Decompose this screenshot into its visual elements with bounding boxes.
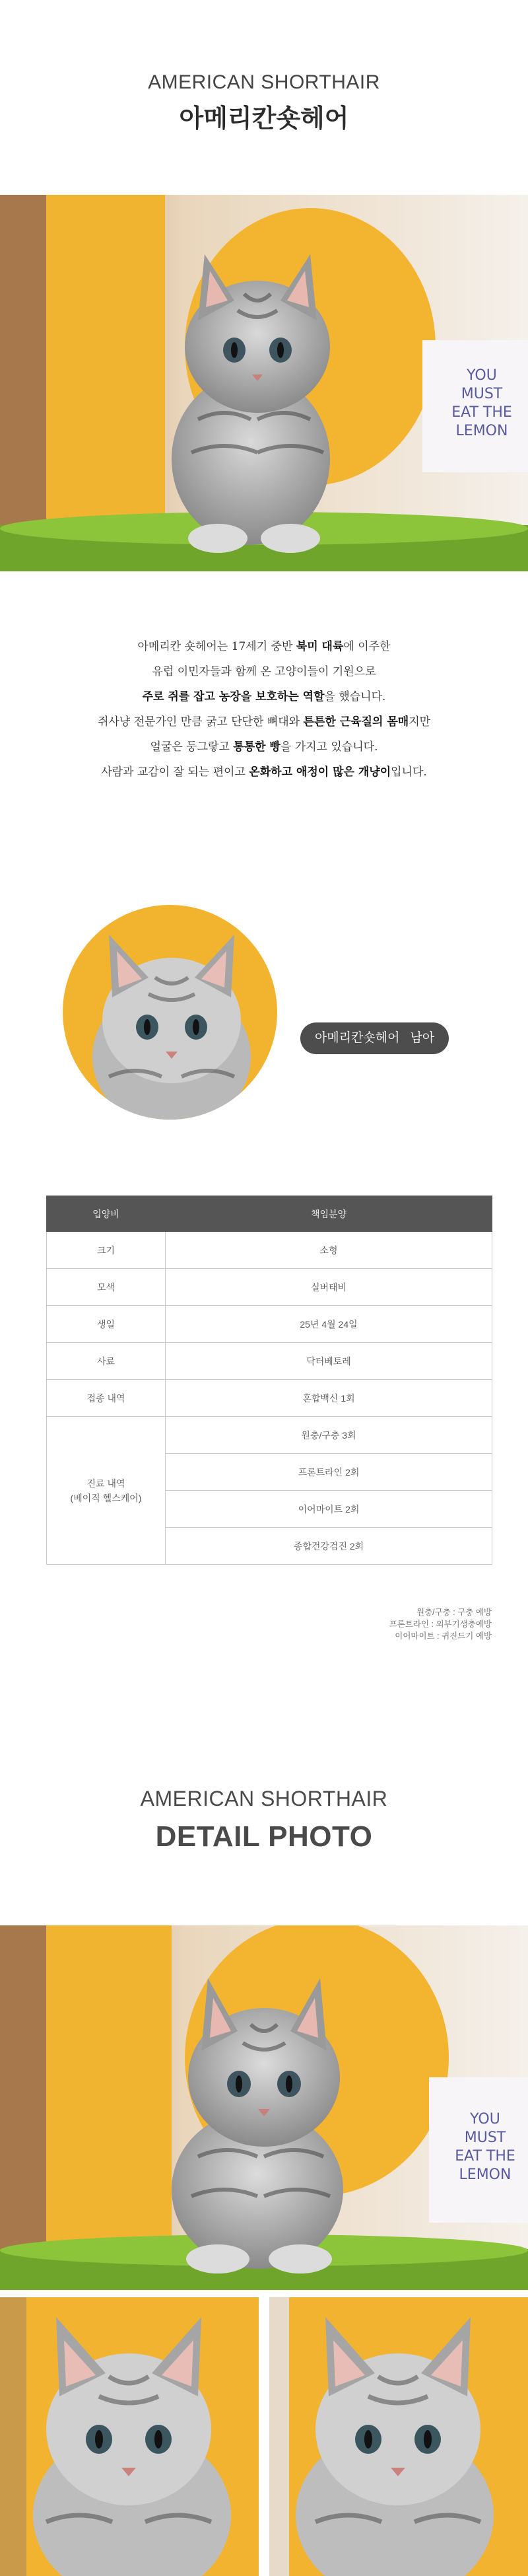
svg-text:YOU: YOU <box>470 2111 500 2128</box>
kitten-profile-photo <box>63 905 277 1120</box>
desc-line-4: 쥐사냥 전문가인 만큼 굵고 단단한 뼈대와 튼튼한 근육질의 몸매지만 <box>97 715 431 729</box>
hero-kitten-photo <box>0 195 528 571</box>
table-row <box>47 1306 492 1343</box>
row-value: 혼합백신 1회 <box>166 1380 492 1417</box>
detail-title-en: AMERICAN SHORTHAIR <box>140 1787 388 1810</box>
desc-line-2: 유럽 이민자들과 함께 온 고양이들이 기원으로 <box>152 665 376 678</box>
row-key: 사료 <box>47 1343 166 1380</box>
note-line: 원충/구충 : 구충 예방 <box>416 1608 492 1617</box>
kitten-name-badge <box>300 1022 449 1054</box>
detail-photo-header <box>0 1787 528 1853</box>
svg-text:LEMON: LEMON <box>459 2166 512 2183</box>
breed-header <box>0 71 528 134</box>
row-key: 생일 <box>47 1306 166 1343</box>
svg-text:EAT THE: EAT THE <box>455 2148 515 2165</box>
svg-text:EAT THE: EAT THE <box>451 404 512 421</box>
adoption-info-table <box>46 1196 492 1565</box>
breed-title-ko: 아메리칸숏헤어 <box>179 105 349 133</box>
row-key: 크기 <box>47 1232 166 1269</box>
svg-text:MUST: MUST <box>464 2129 506 2146</box>
care-history-key: 진료 내역 (베이직 헬스케어) <box>47 1417 166 1565</box>
table-header-responsible: 책임분양 <box>166 1196 492 1232</box>
row-value: 25년 4월 24일 <box>166 1306 492 1343</box>
breed-title-en: AMERICAN SHORTHAIR <box>148 71 380 93</box>
table-row <box>47 1269 492 1306</box>
table-row <box>47 1232 492 1269</box>
note-line: 이어마이트 : 귀진드기 예방 <box>395 1631 492 1641</box>
table-row <box>47 1417 492 1454</box>
note-line: 프론트라인 : 외부기생충예방 <box>389 1620 492 1629</box>
care-value: 종합건강검진 2회 <box>166 1528 492 1565</box>
desc-line-1: 아메리칸 숏헤어는 17세기 중반 북미 대륙에 이주한 <box>137 640 391 653</box>
table-header-fee: 입양비 <box>47 1196 166 1232</box>
table-row <box>47 1380 492 1417</box>
care-value: 프론트라인 2회 <box>166 1454 492 1491</box>
care-value: 이어마이트 2회 <box>166 1491 492 1528</box>
desc-line-5: 얼굴은 둥그랗고 통통한 빵을 가지고 있습니다. <box>150 740 378 754</box>
row-value: 닥터베토레 <box>166 1343 492 1380</box>
care-notes <box>389 1606 492 1642</box>
row-value: 소형 <box>166 1232 492 1269</box>
breed-description <box>0 634 528 785</box>
detail-photo-2 <box>0 2297 259 2576</box>
row-key: 접종 내역 <box>47 1380 166 1417</box>
table-header-row <box>47 1196 492 1232</box>
detail-title: DETAIL PHOTO <box>155 1820 373 1853</box>
svg-text:LEMON: LEMON <box>455 423 508 439</box>
svg-text:YOU: YOU <box>467 367 497 384</box>
care-value: 원충/구충 3회 <box>166 1417 492 1454</box>
svg-text:MUST: MUST <box>461 386 503 402</box>
row-value: 실버태비 <box>166 1269 492 1306</box>
table-row <box>47 1343 492 1380</box>
desc-line-6: 사람과 교감이 잘 되는 편이고 온화하고 애정이 많은 개냥이입니다. <box>101 766 427 779</box>
detail-photo-1 <box>0 1925 528 2290</box>
kitten-breed-name: 아메리칸숏헤어 <box>315 1031 400 1045</box>
kitten-gender: 남아 <box>410 1031 435 1045</box>
row-key: 모색 <box>47 1269 166 1306</box>
desc-line-3: 주로 쥐를 잡고 농장을 보호하는 역할을 했습니다. <box>142 690 386 703</box>
detail-photo-3 <box>269 2297 528 2576</box>
